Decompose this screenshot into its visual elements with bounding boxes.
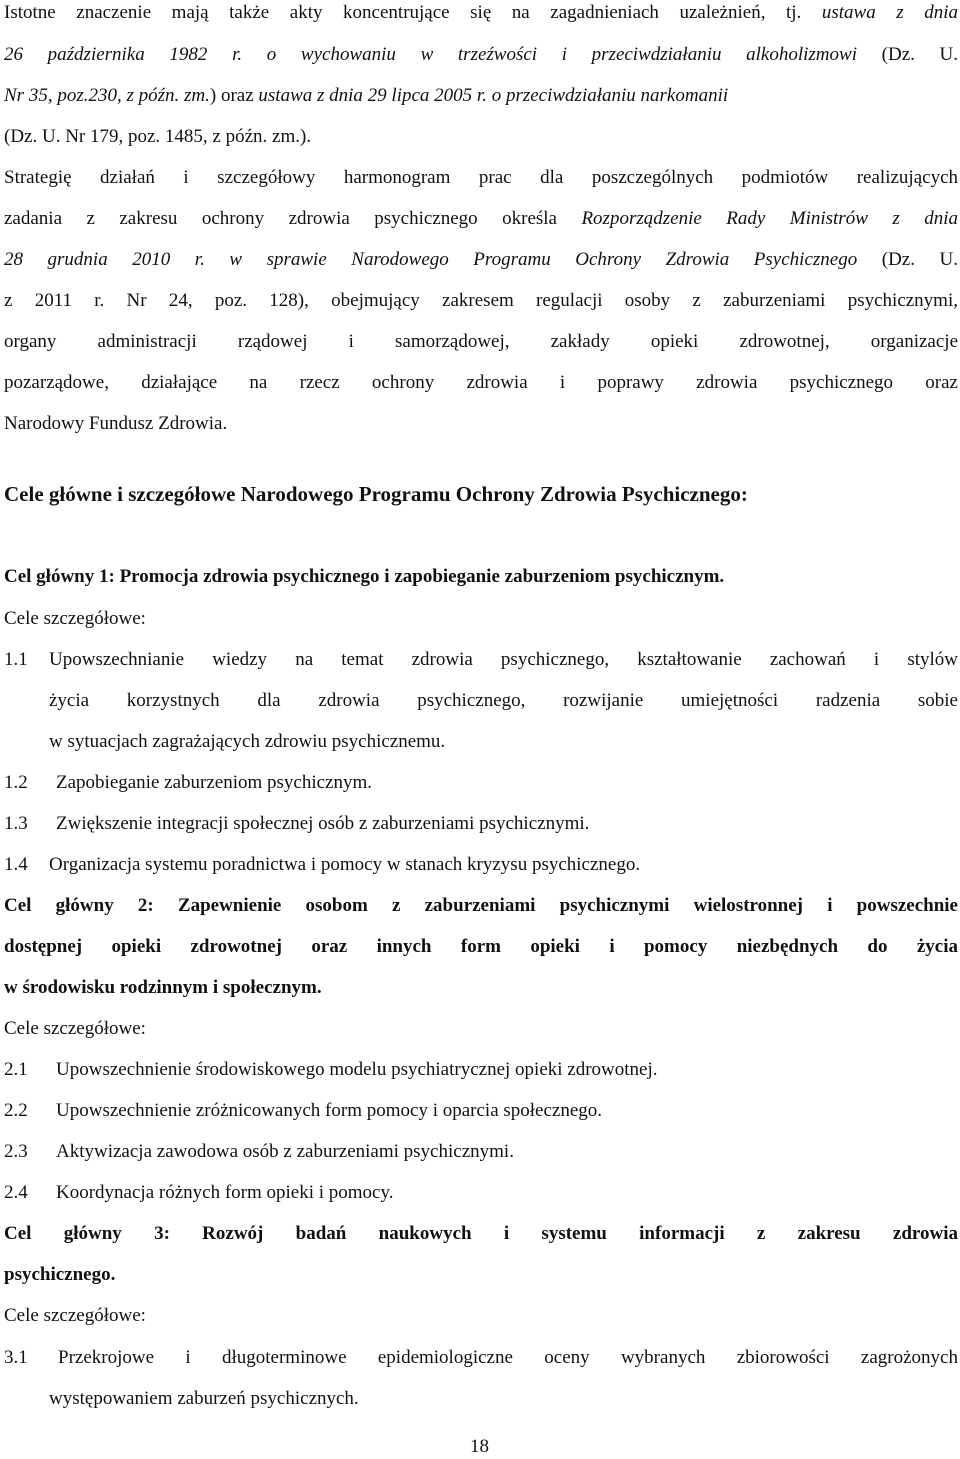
section-heading: Cele główne i szczegółowe Narodowego Programu Ochrony Zdrowia Psychicznego: xyxy=(4,482,748,506)
item-text-line: Zapobieganie zaburzeniom psychicznym. xyxy=(56,772,373,793)
item-number: 2.4 xyxy=(4,1182,28,1203)
goal-3-sub-label: Cele szczegółowe: xyxy=(4,1305,146,1326)
item-text-line: Upowszechnienie środowiskowego modelu psychiatrycznej opieki zdrowotnej. xyxy=(56,1059,658,1080)
strategy-line-1: Strategię działań i szczegółowy harmonogram prac dla poszczególnych podmiotów realizujących xyxy=(4,167,958,188)
item-text-line: występowaniem zaburzeń psychicznych. xyxy=(49,1388,359,1409)
item-text-line: życia korzystnych dla zdrowia psychicznego, rozwijanie umiejętności radzenia sobie xyxy=(49,690,958,711)
goal-1-title: Cel główny 1: Promocja zdrowia psychicznego i zapobieganie zaburzeniom psychicznym. xyxy=(4,566,725,587)
page-number: 18 xyxy=(470,1436,489,1457)
strategy-line-4: z 2011 r. Nr 24, poz. 128), obejmujący zakresem regulacji osoby z zaburzeniami psychicznymi, xyxy=(4,290,958,311)
strategy-line-3: 28 grudnia 2010 r. w sprawie Narodowego Programu Ochrony Zdrowia Psychicznego (Dz. U. xyxy=(4,249,958,270)
goal-2-title-line: w środowisku rodzinnym i społecznym. xyxy=(4,977,322,998)
goal-3-title-line: Cel główny 3: Rozwój badań naukowych i systemu informacji z zakresu zdrowia xyxy=(4,1223,958,1244)
strategy-line-6: pozarządowe, działające na rzecz ochrony zdrowia i poprawy zdrowia psychicznego oraz xyxy=(4,372,958,393)
intro-line-2: 26 października 1982 r. o wychowaniu w trzeźwości i przeciwdziałaniu alkoholizmowi (Dz. U. xyxy=(4,44,958,65)
goal-2-title-line: dostępnej opieki zdrowotnej oraz innych form opieki i pomocy niezbędnych do życia xyxy=(4,936,958,957)
item-text-line: Organizacja systemu poradnictwa i pomocy w stanach kryzysu psychicznego. xyxy=(49,854,641,875)
item-text-line: Zwiększenie integracji społecznej osób z zaburzeniami psychicznymi. xyxy=(56,813,590,834)
item-text-line: Koordynacja różnych form opieki i pomocy. xyxy=(56,1182,394,1203)
intro-line-1: Istotne znaczenie mają także akty koncentrujące się na zagadnieniach uzależnień, tj. ustawa z dnia xyxy=(4,2,958,23)
item-text-line: Upowszechnianie wiedzy na temat zdrowia psychicznego, kształtowanie zachowań i stylów xyxy=(49,649,958,670)
item-number: 1.2 xyxy=(4,772,28,793)
goal-2-sub-label: Cele szczegółowe: xyxy=(4,1018,146,1039)
item-text-line: Przekrojowe i długoterminowe epidemiologiczne oceny wybranych zbiorowości zagrożonych xyxy=(58,1347,958,1368)
goal-2-title-line: Cel główny 2: Zapewnienie osobom z zaburzeniami psychicznymi wielostronnej i powszechnie xyxy=(4,895,958,916)
strategy-line-2: zadania z zakresu ochrony zdrowia psychicznego określa Rozporządzenie Rady Ministrów z dnia xyxy=(4,208,958,229)
intro-line-3: Nr 35, poz.230, z późn. zm.) oraz ustawa z dnia 29 lipca 2005 r. o przeciwdziałaniu narkomanii xyxy=(4,85,729,106)
item-number: 1.4 xyxy=(4,854,28,875)
item-text-line: Aktywizacja zawodowa osób z zaburzeniami psychicznymi. xyxy=(56,1141,514,1162)
item-number: 1.3 xyxy=(4,813,28,834)
item-number: 2.3 xyxy=(4,1141,28,1162)
item-text-line: w sytuacjach zagrażających zdrowiu psychicznemu. xyxy=(49,731,446,752)
strategy-line-5: organy administracji rządowej i samorządowej, zakłady opieki zdrowotnej, organizacje xyxy=(4,331,958,352)
item-number: 2.1 xyxy=(4,1059,28,1080)
intro-line-4: (Dz. U. Nr 179, poz. 1485, z późn. zm.). xyxy=(4,126,312,147)
item-text-line: Upowszechnienie zróżnicowanych form pomocy i oparcia społecznego. xyxy=(56,1100,603,1121)
goal-1-sub-label: Cele szczegółowe: xyxy=(4,608,146,629)
item-number: 1.1 xyxy=(4,649,28,670)
goal-3-title-line: psychicznego. xyxy=(4,1264,116,1285)
item-number: 2.2 xyxy=(4,1100,28,1121)
strategy-line-7: Narodowy Fundusz Zdrowia. xyxy=(4,413,228,434)
item-number: 3.1 xyxy=(4,1347,28,1368)
